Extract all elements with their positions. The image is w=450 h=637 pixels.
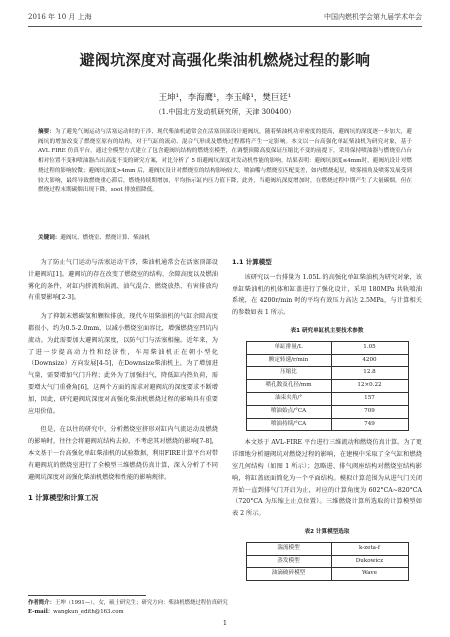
abstract-text: 为了避免气阀运动与活塞运动时的干涉，现代柴油机通常会在活塞顶部设计避阀坑，随着柴油机功率密度的提高，避阀坑的深度逐一步加大，避阀坑的增加改变了燃烧室原有的结构，对于气缸的流动、混合气形成及燃烧过程都将产生一定影响。本文以一台高强化单缸柴油机为研究对象，基于 AVL FIRE 仿真平台，通过全模型方式建立了包含避阀坑结构的燃烧室模型，在调整顶隙高度保证压缩比不变的前提下，采用保持喷油器与燃烧室凸台相对位置不变和喷油器凸出高度不变的研究方案，对比分析了 5 组避阀坑深度对发动机性能的影响。结果表明：避阀坑深度≤4mm时，避阀坑设计对燃烧过程的影响较微；避阀坑深度>4mm 后，避阀坑设计对燃烧室的结构影响较大，喷油嘴与燃烧室匹配变差，如内燃烧起星，喷雾撞角及喷雾发展受到较大影响，最终导致燃烧重心滞后，燃烧持续期增加，平均指示缸内压力值下降，此外，当避阀坑深度增加时，在燃烧过程中期产生了大量碳烟，但在燃烧过程末期碳烟出现下降，soot 排放值降低。 [38,129,412,194]
email-link[interactable]: wangkun_edith@163.com [53,608,124,615]
header-rule [28,26,422,27]
intro-paragraph-1: 为了防止气门运动与活塞运动干涉，柴油机通常会在活塞顶部设计避阀坑[1]。避阀坑的存在改变了燃烧室的结构、余隙高度以及燃油雾化的条件，对缸内挤流和涡流、油气混合、燃烧放热、有害排放均有重要影响[2-3]。 [28,259,218,302]
table-row [246,341,408,354]
table-cell-label: 喷油始点/°CA [246,405,331,418]
table-cell-value: Dukowicz [331,555,408,568]
abstract-label: 摘要： [38,129,56,135]
model-selection-table [246,542,409,581]
table-row [246,542,408,555]
intro-paragraph-3: 但是，在以往的研究中，分析燃烧室挤形对缸内气流运动及燃烧的影响时，往往会将避阀坑结构去掉，不考虑其对燃烧的影响[7-8]，本文基于一台高强化单缸柴油机的试验数据，利用FIRE计算平台对带有避阀坑的燃烧室进行了全模型三维燃烧仿真计算，深入分析了不同避阀坑深度对高强化柴油机燃烧和性能的影响规律。 [28,426,218,481]
footnote-author [28,599,422,608]
table-cell-label: 喷油持续/°CA [246,418,331,431]
footnote-author-text: 王坤（1991—），女，硕士研究生；研究方向：柴油机燃烧过程仿真研究 [54,600,228,606]
table-row [246,392,408,405]
table-row [246,354,408,367]
table-cell-label: 蒸发模型 [246,555,331,568]
table-cell-value: 709 [331,405,408,418]
table-cell-label: 压缩比 [246,367,331,380]
table-row [246,568,408,581]
section-heading-1: 1 计算模型和计算工况 [28,494,99,503]
author-footnote [28,599,422,616]
header-conference: 中国内燃机学会第九届学术年会 [324,13,422,21]
table-cell-label: 额定转速/r/min [246,354,331,367]
model-paragraph-1: 该研究以一台排量为 1.05L 的高强化单缸柴油机为研究对象，该单缸柴油机的机体和缸盖进行了强化设计，采用 180MPa 共轨喷油系统，在 4200r/min 时的平均有效压力高达 2.5MPa，与计算相关的参数如表 1 所示。 [232,273,422,317]
table-cell-value: 157 [331,392,408,405]
table-cell-value: 12.8 [331,367,408,380]
table-cell-value: 4200 [331,354,408,367]
table-cell-value: k-zeta-f [331,542,408,555]
table-cell-label: 单缸排量/L [246,341,331,354]
table1-caption: 表1 研究单缸机主要技术参数 [290,327,364,334]
keywords-label: 关键词： [38,235,61,241]
table2-caption: 表2 计算模型选取 [304,528,350,535]
table-row [246,367,408,380]
page-number: 1 [222,619,228,627]
engine-parameters-table [246,341,409,432]
abstract [38,128,412,196]
keywords [38,233,412,241]
header-date-location: 2016 年 10 月 上海 [28,13,92,21]
subsection-heading-1-1: 1.1 计算模型 [232,258,272,266]
left-column [28,257,218,509]
footnote-rule [28,595,146,596]
table-row [246,418,408,431]
intro-paragraph-2: 为了抑制末燃碳氢和颗粒排放，现代车用柴油机的气缸余隙高度都很小，约为0.5-2.0mm，以减小燃烧室面容比，增强燃烧室凹坑内流动。为此需要加大避阀坑深度，以防气门与活塞相撞。近年来，为了进一步提高动力性和经济性，车用柴油机正在朝小型化（Downsize）方向发展[4-5]，在Downsize柴油机上，为了增加进气量，需要增加气门升程；此外为了加强扫气，降低缸内热负荷，需要增大气门重叠角[6]，这两个方面的需求对避阀坑的深度要求不断增加，因此，研究避阀坑深度对高强化柴油机燃烧过程的影响具有重要应用价值。 [28,313,218,415]
model-paragraph-2: 本文基于 AVL-FIRE 平台进行三维流动和燃烧仿真计算。为了更详细地分析避阀坑对燃烧过程的影响，在建模中采取了全气缸和燃烧室几何结构（如图 1 所示）；忽略进、排气阀座结构对燃烧室结构影响，将缸盖底面简化为一个平面结构。模拟计算范围为从进气门关闭开始一直到排气门开启为止，对应的计算角度为 602°CA~820°CA（720°CA 为压缩上止点位置）。三维燃烧计算所选取的计算模型如表 2 所示。 [232,439,422,518]
footnote-email-label: E-mail： [28,608,54,615]
author-list: 王坤¹，李海鹰¹，李玉峰¹，樊巨廷¹ [158,93,292,103]
table-cell-value: 749 [331,418,408,431]
affiliation: （1.中国北方发动机研究所，天津 300400） [154,108,296,116]
footnote-email [28,608,422,617]
table-row [246,405,408,418]
table-cell-label: 油滴破碎模型 [246,568,331,581]
footnote-author-label: 作者简介： [28,600,55,606]
running-header [28,12,422,26]
paper-title: 避阀坑深度对高强化柴油机燃烧过程的影响 [79,51,371,69]
table-cell-label: 喷孔数及孔径/mm [246,380,331,393]
table-cell-value: 12×0.22 [331,380,408,393]
keywords-text: 避阀坑、燃烧室、燃烧计算、柴油机 [60,235,150,241]
table-cell-value: 1.05 [331,341,408,354]
table-cell-value: Wave [331,568,408,581]
table-row [246,555,408,568]
right-column [232,257,422,587]
table-cell-label: 湍流模型 [246,542,331,555]
table-cell-label: 油束夹角/° [246,392,331,405]
table-row [246,380,408,393]
